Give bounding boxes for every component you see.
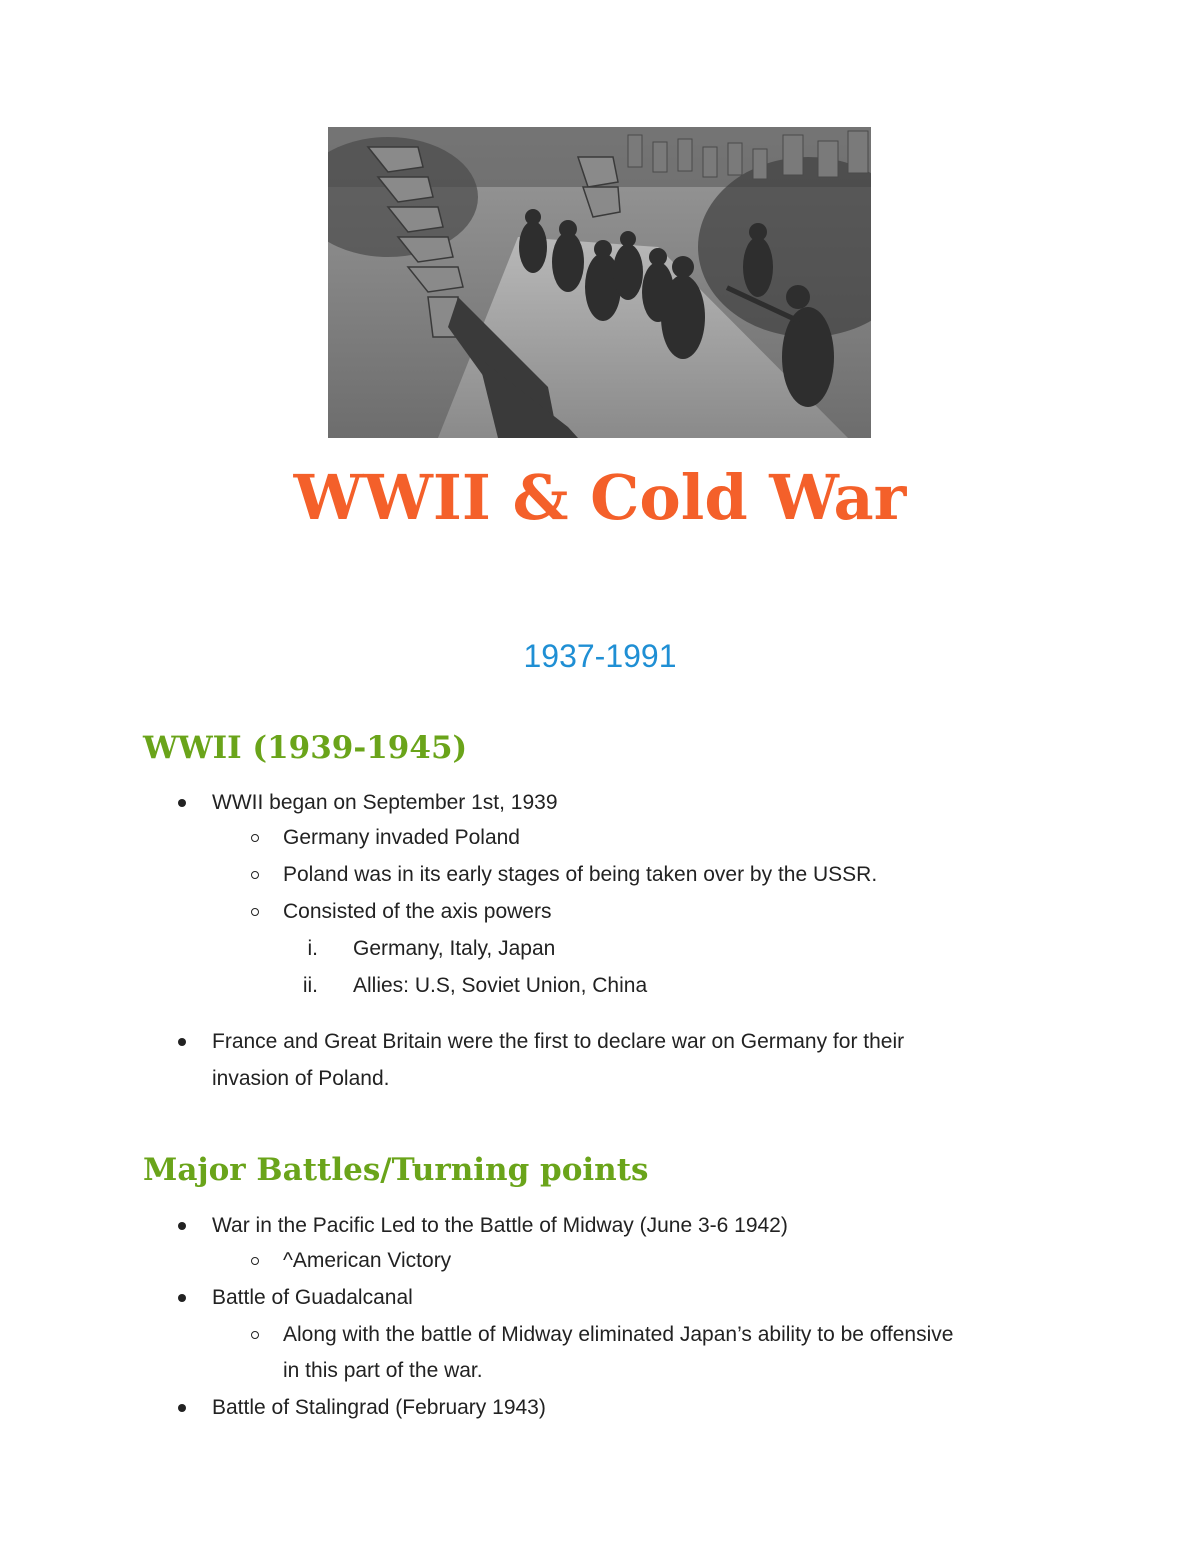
roman-numeral-marker: i. — [307, 937, 318, 960]
bullet-disc-icon — [178, 1222, 186, 1230]
list-item-continuation: invasion of Poland. — [212, 1067, 390, 1090]
date-range-subtitle: 1937-1991 — [523, 638, 677, 674]
list-item: WWII began on September 1st, 1939 — [212, 791, 558, 814]
header-photo — [328, 127, 871, 438]
list-item: Battle of Stalingrad (February 1943) — [212, 1396, 546, 1419]
list-item: Poland was in its early stages of being taken over by the USSR. — [283, 863, 878, 886]
list-item: Consisted of the axis powers — [283, 900, 552, 923]
bullet-circle-icon — [251, 1331, 259, 1339]
section-heading-major-battles: Major Battles/Turning points — [143, 1152, 649, 1188]
photo-illustration — [328, 127, 871, 438]
list-item: ^American Victory — [283, 1249, 452, 1272]
list-item: Battle of Guadalcanal — [212, 1286, 413, 1309]
roman-numeral-marker: ii. — [302, 974, 318, 997]
list-item: Germany, Italy, Japan — [353, 937, 556, 960]
list-item-continuation: in this part of the war. — [283, 1359, 483, 1382]
document-title: WWII & Cold War — [293, 461, 907, 534]
list-item: Germany invaded Poland — [283, 826, 520, 849]
list-item: France and Great Britain were the first to declare war on Germany for their — [212, 1030, 905, 1053]
section-heading-wwii: WWII (1939-1945) — [143, 730, 468, 766]
bullet-disc-icon — [178, 799, 186, 807]
list-item: War in the Pacific Led to the Battle of Midway (June 3-6 1942) — [212, 1214, 788, 1237]
bullet-circle-icon — [251, 834, 259, 842]
bullet-disc-icon — [178, 1294, 186, 1302]
bullet-disc-icon — [178, 1038, 186, 1046]
bullet-circle-icon — [251, 1257, 259, 1265]
list-item: Allies: U.S, Soviet Union, China — [353, 974, 648, 997]
list-item: Along with the battle of Midway eliminated Japan’s ability to be offensive — [283, 1323, 954, 1346]
bullet-disc-icon — [178, 1404, 186, 1412]
bullet-circle-icon — [251, 871, 259, 879]
bullet-circle-icon — [251, 908, 259, 916]
